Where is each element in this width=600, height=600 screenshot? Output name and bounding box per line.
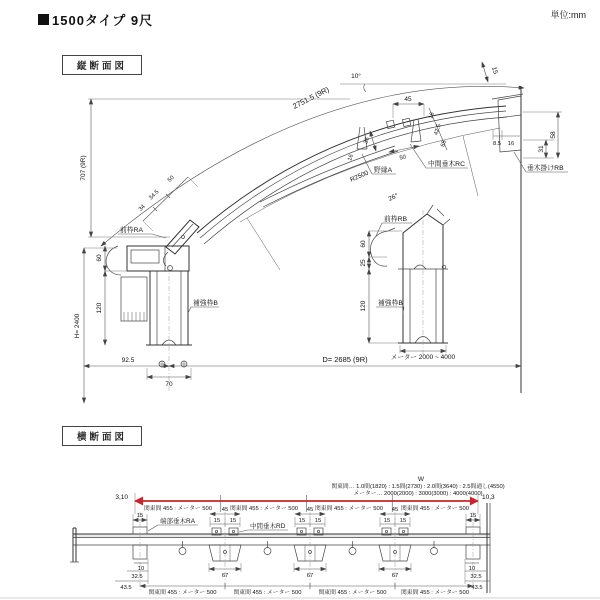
- segment-label-4: 関東間 455 : メーター 500: [401, 506, 469, 512]
- dim-15b-1: 15: [229, 518, 237, 524]
- dim-arc-length: 2751.5 (9R): [291, 84, 331, 111]
- roof-arc-panel: [200, 111, 506, 238]
- dim-height: H= 2400: [74, 313, 81, 339]
- vertical-section-drawing: [74, 62, 568, 403]
- mid-rafter-3: [379, 507, 411, 592]
- label-mid-rafter-rd: 中間垂木RD: [250, 523, 286, 530]
- label-end-rafter-leader: [148, 525, 158, 531]
- bottom-segment-label-3: 関東間 455 : メーター 500: [318, 590, 387, 596]
- hang15-dimline: [482, 62, 488, 82]
- dim-depth: D= 2685 (9R): [322, 355, 368, 364]
- dim-15b-3: 15: [399, 518, 407, 524]
- label-mid-rd-leader: [239, 530, 248, 532]
- dim-hang-16: 16: [507, 141, 515, 147]
- dim-front-34: 34: [137, 203, 147, 213]
- radius-line-1: [247, 218, 280, 270]
- beam-inner: [131, 250, 159, 263]
- section-label-cross: 横断面図: [62, 426, 142, 446]
- dim-325-left: 32.5: [131, 574, 143, 580]
- label-front-frame-ra: 前枠RA: [120, 227, 144, 234]
- drain-box: [121, 277, 147, 321]
- radius-ref-arc: [240, 128, 500, 222]
- dim-45-2: 45: [306, 507, 314, 513]
- dim-top-angle: 10°: [351, 73, 361, 80]
- segment-label-2: 関東間 455 : メーター 500: [230, 506, 298, 512]
- dim-end15-right: 15: [469, 513, 477, 519]
- dim-45-1: 45: [221, 507, 229, 513]
- front-ladder-ext1: [143, 221, 153, 231]
- segment-label-1: 関東間 455 : メーター 500: [144, 506, 212, 512]
- dim-67-3: 67: [391, 573, 399, 579]
- dim-stack-425: 42.5: [433, 123, 443, 136]
- bottom-segment-label-1: 関東間 455 : メーター 500: [148, 590, 217, 596]
- dim-15a-2: 15: [298, 518, 306, 524]
- dim-10-left: 10: [137, 566, 145, 572]
- dim-15b-2: 15: [314, 518, 322, 524]
- dim-front-345: 34.5: [148, 189, 161, 202]
- rc36-dimline: [370, 131, 376, 151]
- w-label: W: [417, 476, 425, 483]
- dim-15a-3: 15: [383, 518, 391, 524]
- end-rafter-left: [115, 512, 148, 592]
- dim-mid-45: 45: [404, 96, 412, 103]
- dim-mid-36: 36: [363, 136, 371, 145]
- dim-front-50: 50: [166, 174, 176, 184]
- w-line1: 関東間… 1.0間(1820) : 1.5間(2730) : 2.0間(3640) : 2.5間通し(4550): [331, 484, 505, 490]
- dim-15a-1: 15: [213, 518, 221, 524]
- label-ra-leader: [152, 234, 166, 238]
- dim-mid-16: 16: [347, 153, 355, 162]
- dim-stack-65: 65: [440, 139, 448, 148]
- cross-section-drawing: [70, 476, 505, 596]
- angle-arc: [364, 84, 366, 92]
- right-joint-bump: [414, 265, 426, 269]
- dim-left-120: 120: [96, 302, 103, 314]
- section-label-vertical: 縦断面図: [62, 55, 142, 75]
- dim-radius: R2500: [349, 169, 370, 184]
- unit-label: 単位:mm: [550, 10, 586, 20]
- dim-mid-50: 50: [399, 154, 407, 162]
- label-nobuchi: 野縁A: [374, 167, 393, 174]
- drain-hatch: [124, 312, 144, 321]
- nobuchi-arc-1: [263, 151, 398, 207]
- dim-meter-range: メーター 2000 ~ 4000: [390, 354, 456, 361]
- dim-67-2: 67: [306, 573, 314, 579]
- right-offset: 10,3: [482, 494, 495, 501]
- label-reinforce-left: 補強枠B: [193, 300, 218, 307]
- label-rc-leader: [410, 144, 426, 168]
- left-offset: 3,10: [115, 494, 128, 501]
- dim-45-3: 45: [391, 507, 399, 513]
- roof-arc-outer: [197, 106, 506, 233]
- rc-clip-1: [386, 120, 394, 128]
- dim-stack-16: 16: [428, 111, 436, 120]
- page-title-text: 1500タイプ 9尺: [52, 13, 154, 28]
- dim-col-width: 70: [165, 381, 173, 388]
- dim-hang-15: 15: [490, 66, 499, 76]
- label-rafter-hanger: 垂木掛けRB: [527, 165, 564, 172]
- dim-10-right: 10: [468, 566, 476, 572]
- panel-fill: [73, 535, 490, 538]
- dim-rise: 707 (9R): [80, 155, 87, 181]
- bottom-segment-label-4: 関東間 455 : メーター 500: [401, 590, 469, 596]
- mid-rafter-2: [294, 507, 326, 592]
- label-reinforce-right: 補強枠B: [378, 300, 403, 307]
- end-rafter-right: [465, 512, 490, 592]
- label-end-rafter: 端部垂木RA: [160, 518, 196, 525]
- front-frame-bolt: [182, 236, 185, 239]
- w-line2: メーター… 2000(2000) : 3000(3000) : 4000(4000): [353, 491, 483, 497]
- dim-arc-angle: 26°: [387, 192, 400, 203]
- gutter-shape: [106, 246, 121, 275]
- front-frame-cap: [166, 220, 199, 254]
- label-front-frame-rb: 前枠RB: [384, 216, 408, 223]
- mid-rafter-1: [209, 507, 241, 592]
- dim-right-120: 120: [360, 300, 367, 312]
- beam-bolt: [168, 266, 173, 271]
- dim-right-60: 60: [360, 240, 367, 248]
- radius-line-2: [463, 136, 478, 196]
- dim-435-left: 43.5: [120, 585, 132, 591]
- bottom-segment-label-2: 関東間 455 : メーター 500: [233, 590, 302, 596]
- dim-hang-58: 58: [550, 131, 557, 139]
- segment-label-3: 関東間 455 : メーター 500: [315, 506, 383, 512]
- dim-left-60: 60: [96, 254, 103, 262]
- label-mid-rafter-rc: 中間垂木RC: [428, 161, 466, 168]
- dim-right-25: 25: [360, 259, 367, 267]
- front-frame-rb-hook: [371, 228, 395, 266]
- dim-435-right: 43.5: [471, 585, 483, 591]
- dim-325-right: 32.5: [470, 574, 482, 580]
- dim-hang-31: 31: [538, 145, 545, 153]
- dim-col-offset: 92.5: [121, 357, 135, 364]
- rc-strut-2: [411, 119, 421, 142]
- dim-end15-left: 15: [136, 513, 144, 519]
- front-ladder-ext2: [188, 177, 198, 187]
- dim-hang-85: 8.5: [492, 141, 502, 147]
- dim-67-1: 67: [221, 573, 229, 579]
- label-rafter-hanger-leader: [514, 152, 526, 172]
